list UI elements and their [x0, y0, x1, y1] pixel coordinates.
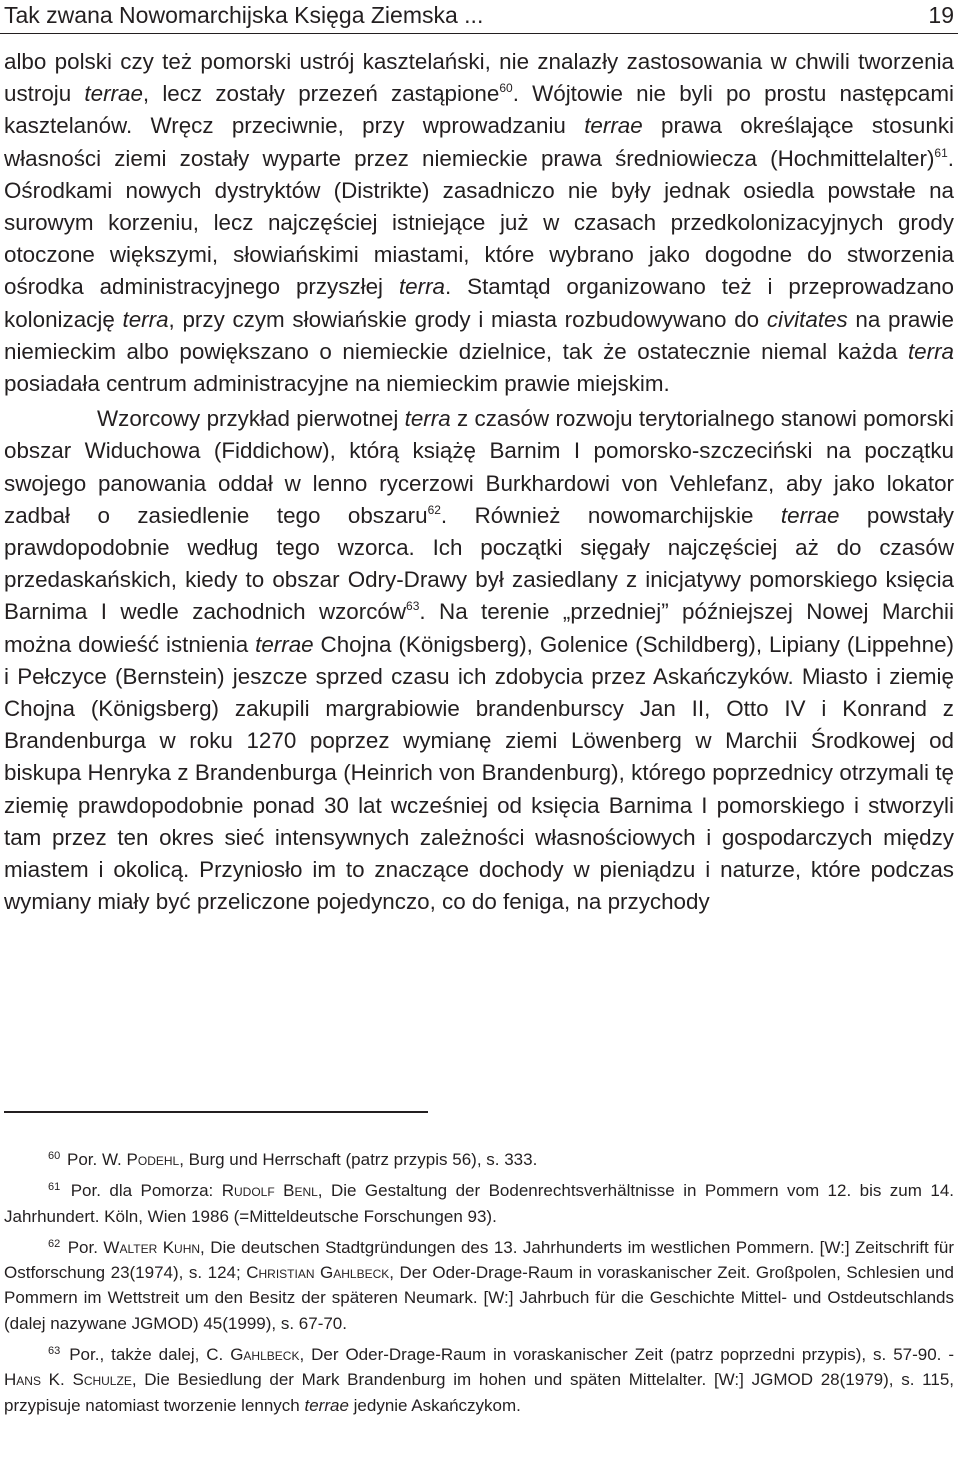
page-number: 19 [928, 2, 954, 28]
paragraph-1 [4, 46, 954, 400]
text-span: Por. W. [66, 1150, 127, 1169]
footnote-ref-62[interactable]: 62 [427, 502, 441, 517]
text-span: . Również nowomarchijskie [440, 502, 781, 528]
text-span: , Der Oder-Drage-Raum in voraskanischer Zeit (patrz poprzedni przypis), s. 57-90. - [299, 1345, 954, 1365]
text-span: . Stamtąd organizowano też i przeprowadzano kolonizację [4, 274, 954, 332]
text-span: , Die Besiedlung der Mark Brandenburg im hohen und späten Mittelalter. [W:] JGMOD 28(1979), s. 115, przypisuje natomiast tworzenie lennych [4, 1370, 954, 1415]
italic-term: terra [398, 274, 445, 300]
footnotes [4, 1147, 954, 1424]
footnote-63 [4, 1342, 954, 1418]
footnote-60 [4, 1147, 954, 1172]
italic-term: terrae [255, 631, 314, 657]
text-span: , Die deutschen Stadtgründungen des 13. Jahrhunderts im westlichen Pommern. [W:] Zeitschrift für Ostforschung 23(1974), s. 124; [4, 1237, 954, 1283]
text-span: z czasów rozwoju terytorialnego stanowi pomorski obszar Widuchowa (Fiddichow), którą książę Barnim I pomorsko-szczeciński na początku swojego panowania oddał w lenno rycerzowi Burkhardowi von Vehlefanz, aby jako lokator zadbał o zasiedlenie tego obszaru [4, 406, 954, 528]
italic-term: terrae [84, 81, 143, 107]
text-span: , Die Gestaltung der Bodenrechtsverhältnisse in Pommern vom 12. bis zum 14. Jahrhundert. Köln, Wien 1986 (=Mitteldeutsche Forschungen 93). [4, 1181, 954, 1226]
italic-term: civitates [766, 306, 848, 332]
text-span: . Ośrodkami nowych dystryktów (Distrikte) zasadniczo nie były jednak osiedla powstałe na surowym korzeniu, lecz najczęściej istniejące już w czasach przedkolonizacyjnych grody otoczone większymi, słowiańskimi miastami, które wybrano jako dogodne do stworzenia ośrodka administracyjnego przyszłej [4, 145, 954, 300]
italic-term: terra [907, 338, 954, 364]
text-span: , przy czym słowiańskie grody i miasta rozbudowywano do [168, 306, 767, 332]
text-span: prawa określające stosunki własności ziemi zostały wyparte przez niemieckie prawa średniowiecza (Hochmittelalter) [4, 113, 955, 171]
footnote-62 [4, 1235, 954, 1336]
italic-term: terrae [584, 113, 643, 139]
text-span: albo polski czy też pomorski ustrój kasztelański, nie znalazły zastosowania w chwili tworzenia ustroju [4, 49, 954, 107]
paragraph-2 [4, 403, 954, 918]
footnote-number: 62 [48, 1237, 61, 1250]
author-name: Podehl [126, 1150, 180, 1169]
italic-term: terrae [780, 502, 840, 528]
text-span: , lecz zostały przezeń zastąpione [142, 81, 500, 107]
text-span: Por. [67, 1237, 104, 1257]
running-header [0, 0, 956, 32]
footnote-number: 63 [48, 1345, 61, 1358]
footnote-separator [4, 1111, 428, 1113]
author-name: Walter Kuhn [103, 1237, 201, 1257]
footnote-61 [4, 1178, 954, 1229]
text-span: jedynie Askańczykom. [348, 1395, 521, 1415]
main-text [4, 46, 954, 918]
author-name: Rudolf Benl [221, 1181, 318, 1201]
text-span: Wzorcowy przykład pierwotnej [97, 406, 405, 432]
text-span: na prawie niemieckim albo powiększano o niemieckie dzielnice, tak że ostatecznie niemal każda [4, 306, 954, 364]
footnote-ref-63[interactable]: 63 [406, 599, 420, 614]
text-span: posiadała centrum administracyjne na niemieckim prawie miejskim. [4, 371, 670, 397]
running-title: Tak zwana Nowomarchijska Księga Ziemska ... [4, 2, 484, 28]
footnote-ref-60[interactable]: 60 [499, 81, 513, 96]
header-rule [0, 33, 958, 34]
text-span: . Na terenie „przedniej” późniejszej Nowej Marchii można dowieść istnienia [4, 599, 954, 657]
footnote-number: 61 [48, 1181, 61, 1194]
text-span: , Burg und Herrschaft (patrz przypis 56), s. 333. [179, 1150, 538, 1169]
text-span: Chojna (Königsberg), Golenice (Schildberg), Lipiany (Lippehne) i Pełczyce (Bernstein) jeszcze sprzed czasu ich zdobycia przez Askańczyków. Miasto i ziemię Chojna (Königsberg) zakupili margrabiowie brandenburscy Jan II, Otto IV i Konrand z Brandenburga w roku 1270 poprzez wymianę ziemi Löwenberg w Marchii Środkowej od biskupa Henryka z Brandenburga (Heinrich von Brandenburg), którego poprzednicy otrzymali tę ziemię prawdopodobnie ponad 30 lat wcześniej od księcia Barnima I pomorskiego i stworzyli tam przez ten okres sieć intensywnych zależności własnościowych i gospodarczych między miastem i okolicą. Przyniosło im to znaczące dochody w pieniądzu i naturze, które podczas wymiany miały być przeliczone pojedynczo, co do feniga, na przychody [4, 631, 954, 915]
author-name: Gahlbeck [230, 1345, 300, 1365]
author-name: Christian Gahlbeck [246, 1263, 390, 1283]
italic-term: terra [404, 406, 451, 432]
author-name: Hans K. Schulze [4, 1370, 132, 1390]
text-span: , Der Oder-Drage-Raum in voraskanischer Zeit. Großpolen, Schlesien und Pommern im Wettstreit um den Besitz der späteren Neumark. [W:] Jahrbuch für die Geschichte Mittel- und Ostdeutschlands (dalej nazywane JGMOD) 45(1999), s. 67-70. [4, 1263, 954, 1333]
text-span: Por. dla Pomorza: [70, 1181, 222, 1201]
text-span: Por., także dalej, C. [69, 1345, 231, 1365]
italic-term: terra [122, 306, 169, 332]
text-span: . Wójtowie nie byli po prostu następcami kasztelanów. Wręcz przeciwnie, przy wprowadzaniu [4, 81, 954, 139]
text-span: powstały prawdopodobnie według tego wzorca. Ich początki sięgały najczęściej aż do czasów przedaskańskich, kiedy to obszar Odry-Drawy był zasiedlany z inicjatywy pomorskiego księcia Barnima I wedle zachodnich wzorców [4, 502, 954, 625]
italic-term: terrae [304, 1395, 349, 1415]
footnote-number: 60 [48, 1150, 61, 1162]
footnote-ref-61[interactable]: 61 [934, 145, 948, 160]
